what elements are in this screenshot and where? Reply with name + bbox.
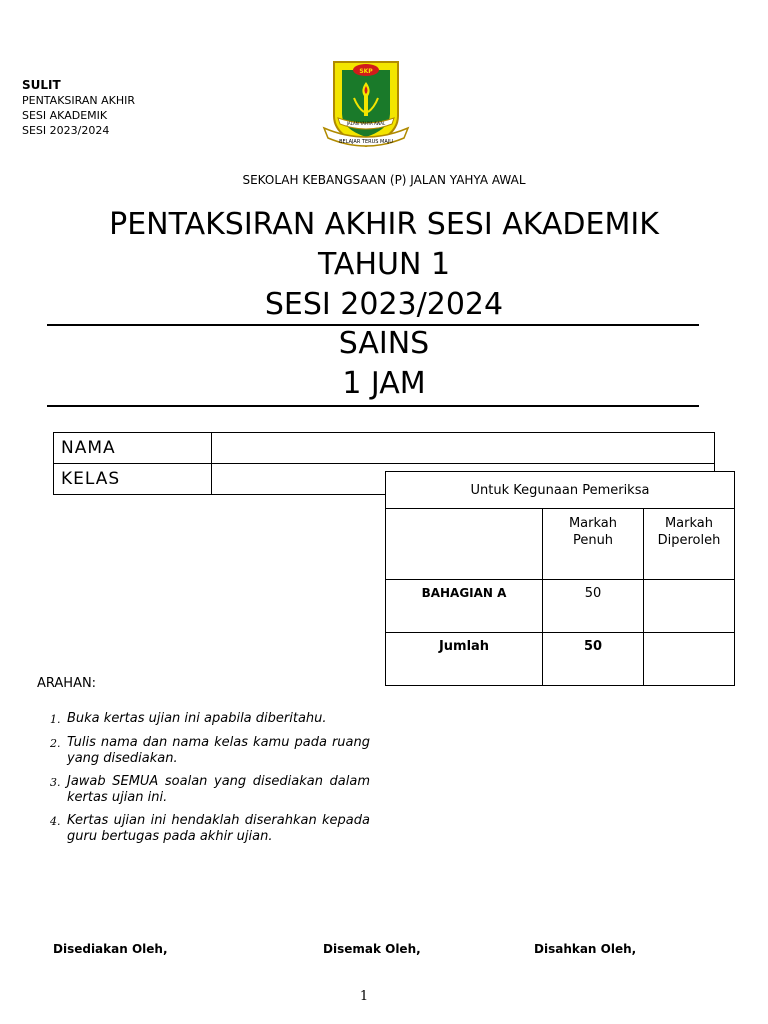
exam-duration: 1 JAM [342,366,426,401]
row-name: BAHAGIAN A [386,580,543,633]
logo-banner-text: JALAN YAHYA AWAL [346,121,386,126]
item-text: Buka kertas ujian ini apabila diberitahu. [67,711,327,726]
list-item [50,774,370,806]
item-number: 3. [50,776,61,789]
examiner-heading: Untuk Kegunaan Pemeriksa [386,472,735,509]
row-marks-obtained[interactable] [644,580,735,633]
exam-subject: SAINS [338,326,430,361]
list-item [50,711,370,728]
header-line-1: PENTAKSIRAN AKHIR [22,94,135,107]
instructions-list [50,711,370,852]
col-full-marks [543,509,644,580]
list-item [50,735,370,767]
document-header [22,78,135,138]
header-line-2: SESI AKADEMIK [22,109,108,122]
instructions-heading: ARAHAN: [37,676,97,691]
logo-top-text: SKP [359,68,373,75]
table-row [386,580,735,633]
col-marks-obtained [644,509,735,580]
examiner-blank-cell [386,509,543,580]
row-full-marks: 50 [543,580,644,633]
item-text: Kertas ujian ini hendaklah diserahkan kepada guru bertugas pada akhir ujian. [67,813,370,844]
school-logo [320,58,412,162]
header-line-3: SESI 2023/2024 [22,124,110,137]
table-row [386,633,735,686]
item-number: 4. [50,815,61,828]
examiner-table [385,471,735,686]
exam-title: PENTAKSIRAN AKHIR SESI AKADEMIK [109,207,659,242]
prepared-by-label: Disediakan Oleh, [53,942,168,956]
checked-by-label: Disemak Oleh, [323,942,421,956]
item-number: 1. [50,713,61,726]
col-full-marks-label: Markah Penuh [568,516,618,548]
list-item [50,813,370,845]
exam-year: TAHUN 1 [317,247,451,282]
row-name: Jumlah [386,633,543,686]
exam-session: SESI 2023/2024 [264,287,504,322]
header-line-sulit: SULIT [22,78,61,92]
row-full-marks: 50 [543,633,644,686]
class-label: KELAS [54,464,212,495]
item-text: Jawab SEMUA soalan yang disediakan dalam kertas ujian ini. [67,774,370,805]
approved-by-label: Disahkan Oleh, [534,942,637,956]
logo-motto: BELAJAR TERUS MAJU [339,139,393,145]
school-name: SEKOLAH KEBANGSAAN (P) JALAN YAHYA AWAL [242,173,526,187]
row-marks-obtained[interactable] [644,633,735,686]
item-number: 2. [50,737,61,750]
name-field[interactable] [212,433,715,464]
item-text: Tulis nama dan nama kelas kamu pada ruang yang disediakan. [67,735,370,766]
page-number: 1 [359,989,369,1004]
name-label: NAMA [54,433,212,464]
col-marks-obtained-label: Markah Diperoleh [657,516,721,548]
title-divider-bottom [47,405,699,407]
